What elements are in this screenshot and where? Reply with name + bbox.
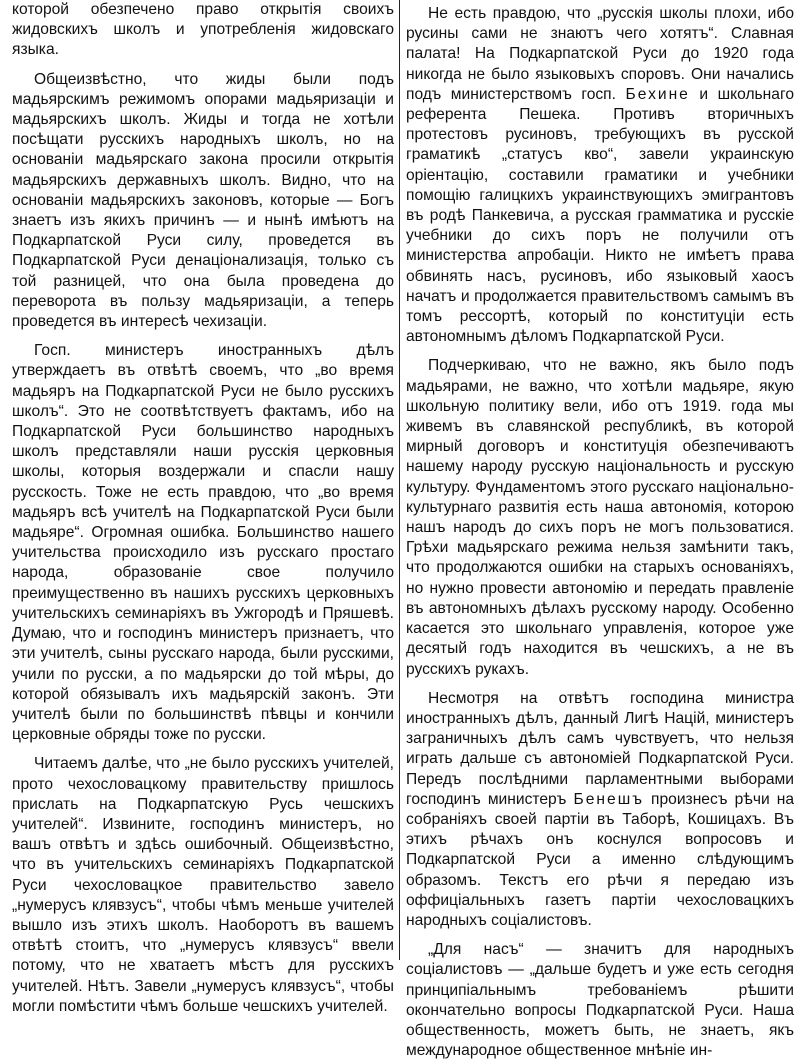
paragraph: которой обезпечено право открытія своихъ жидовскихъ школъ и употребленія жидовскаго языка.	[12, 1, 394, 59]
paragraph: Госп. министеръ иностранныхъ дѣлъ утверждаетъ въ отвѣтѣ своемъ, что „во время мадьяръ на Подкарпатской Руси не было русскихъ школъ“. Это не соотвѣтствуетъ фактамъ, ибо на Подкарпатской Руси большинство народныхъ школъ представляли наши русскія церковныя школы, которыя воздержали и спасли нашу русскость. Тоже не есть правдою, что „во время мадьяръ всѣ учителѣ на Подкарпатской Руси были мадьяре“. Огромная ошибка. Большинство нашего учительства происходило изъ русскаго простаго народа, образованіе свое получило преимущественно въ нашихъ русскихъ церковныхъ учительскихъ семинаріяхъ въ Ужгородѣ и Пряшевѣ. Думаю, что и господинъ министеръ признаетъ, что эти учителѣ, сыны русскаго народа, были русскими, учили по русски, а по мадьярски до той мѣры, до которой обязывалъ ихъ мадьярскій законъ. Эти учителѣ были по большинствѣ пѣвцы и кончили церковные обряды тоже по русски.	[12, 342, 394, 744]
paragraph-text: Несмотря на отвѣтъ господина министра иностранныхъ дѣлъ, данный Лигѣ Націй, министеръ заграничныхъ дѣлъ самъ чувствуетъ, что нельзя играть дальше съ автономіей Подкарпатской Руси. Передъ послѣдними парламентными выборами господинъ министеръ	[406, 689, 794, 808]
paragraph: Подчеркиваю, что не важно, якъ было подъ мадьярами, не важно, что хотѣли мадьяре, якую школьную политику вели, ибо отъ 1919. года мы живемъ въ славянской республикѣ, въ которой мирный договоръ и конституція обезпечиваютъ нашему народу русскую національность и русскую культуру. Фундаментомъ этого русскаго національно-культурнаго развитія есть наша автономія, которою нашъ народъ до сихъ поръ не могъ пользоватися. Грѣхи мадьярскаго режима нельзя замѣнити такъ, что продолжаются ошибки на старыхъ основаніяхъ, но нужно провести автономію и передать правленіе въ автономныхъ дѣлахъ русскому народу. Особенно касается это школьнаго управленія, которое уже десятый годъ находится въ чешскихъ, а не въ русскихъ рукахъ.	[406, 357, 794, 678]
paragraph-text: Не есть правдою, что „русскія школы плохи, ибо русины сами не знаютъ чего хотятъ“. Славная палата! На Подкарпатской Руси до 1920 года никогда не было языковыхъ споровъ. Они начались подъ министерствомъ госп.	[406, 5, 794, 103]
paragraph: Читаемъ далѣе, что „не было русскихъ учителей, прото чехословацкому правительству пришлось прислать на Подкарпатскую Русь чешскихъ учителей“. Извините, господинъ министеръ, но вашъ отвѣтъ и здѣсь ошибочный. Общеизвѣстно, что въ учительскихъ семинаріяхъ Подкарпатской Руси чехословацкое правительство завело „нумерусъ клявзусъ“, чтобы чѣмъ меньше учителей вышло изъ этихъ школъ. Наоборотъ въ вашемъ отвѣтѣ стоитъ, что „нумерусъ клявзусъ“ ввели потому, что не хватаетъ мѣстъ для русскихъ учителей. Нѣтъ. Завели „нумерусъ клявзусъ“, чтобы могли помѣстити чѣмъ больше чешскихъ учителей.	[12, 755, 394, 1015]
paragraph: „Для насъ“ — значитъ для народныхъ соціалистовъ — „дальше будетъ и уже есть сегодня принципіальнымъ требованіемъ рѣшити окончательно вопросы Подкарпатской Руси. Наша общественность, можетъ быть, не знаетъ, якъ международное общественное мнѣніе ин-	[406, 941, 794, 1060]
person-name: Бенешъ	[573, 790, 644, 808]
paragraph-text: и школьнаго референта Пешека. Противъ вторичныхъ протестовъ русиновъ, требующихъ въ русской граматикѣ „статусъ кво“, завели украинскую оріентацію, составили граматики и учебники помощію галицкихъ украинствующихъ эмигрантовъ въ родѣ Панкевича, а русская грамматика и русскіе учебники до сихъ поръ не получили отъ министерства апробаціи. Никто не имѣетъ права обвинять насъ, русиновъ, ибо языковый хаосъ начатъ и продолжается правительствомъ самымъ въ томъ рессортѣ, который по конституціи есть автономнымъ дѣломъ Подкарпатской Руси.	[406, 85, 794, 346]
paragraph	[406, 4, 794, 347]
paragraph	[406, 689, 794, 931]
right-column	[406, 0, 794, 1061]
left-column	[12, 0, 394, 1017]
column-divider	[399, 0, 400, 960]
paragraph: Общеизвѣстно, что жиды были подъ мадьярскимъ режимомъ опорами мадьяризаціи и мадьярскихъ школъ. Жиды и тогда не хотѣли посѣщати русскихъ народныхъ школъ, но на основаніи мадьярскаго закона просили открытія мадьярскихъ державныхъ школъ. Видно, что на основаніи мадьярскихъ законовъ, которые — Богъ знаетъ изъ якихъ причинъ — и нынѣ имѣютъ на Подкарпатской Руси силу, проведется въ Подкарпатской Руси денаціонализація, только съ той разницей, что она была проведена до переворота въ пользу мадьяризаціи, а теперь проведется въ интересѣ чехизаціи.	[12, 70, 394, 331]
paragraph-text: произнесъ рѣчи на собраніяхъ своей партіи въ Таборѣ, Кошицахъ. Въ этихъ рѣчахъ онъ коснулся вопросовъ и Подкарпатской Руси а именно слѣдующимъ образомъ. Текстъ его рѣчи я передаю изъ оффиціальныхъ газетъ партіи чехословацкихъ народныхъ соціалистовъ.	[406, 790, 794, 929]
person-name: Бехине	[625, 85, 690, 103]
